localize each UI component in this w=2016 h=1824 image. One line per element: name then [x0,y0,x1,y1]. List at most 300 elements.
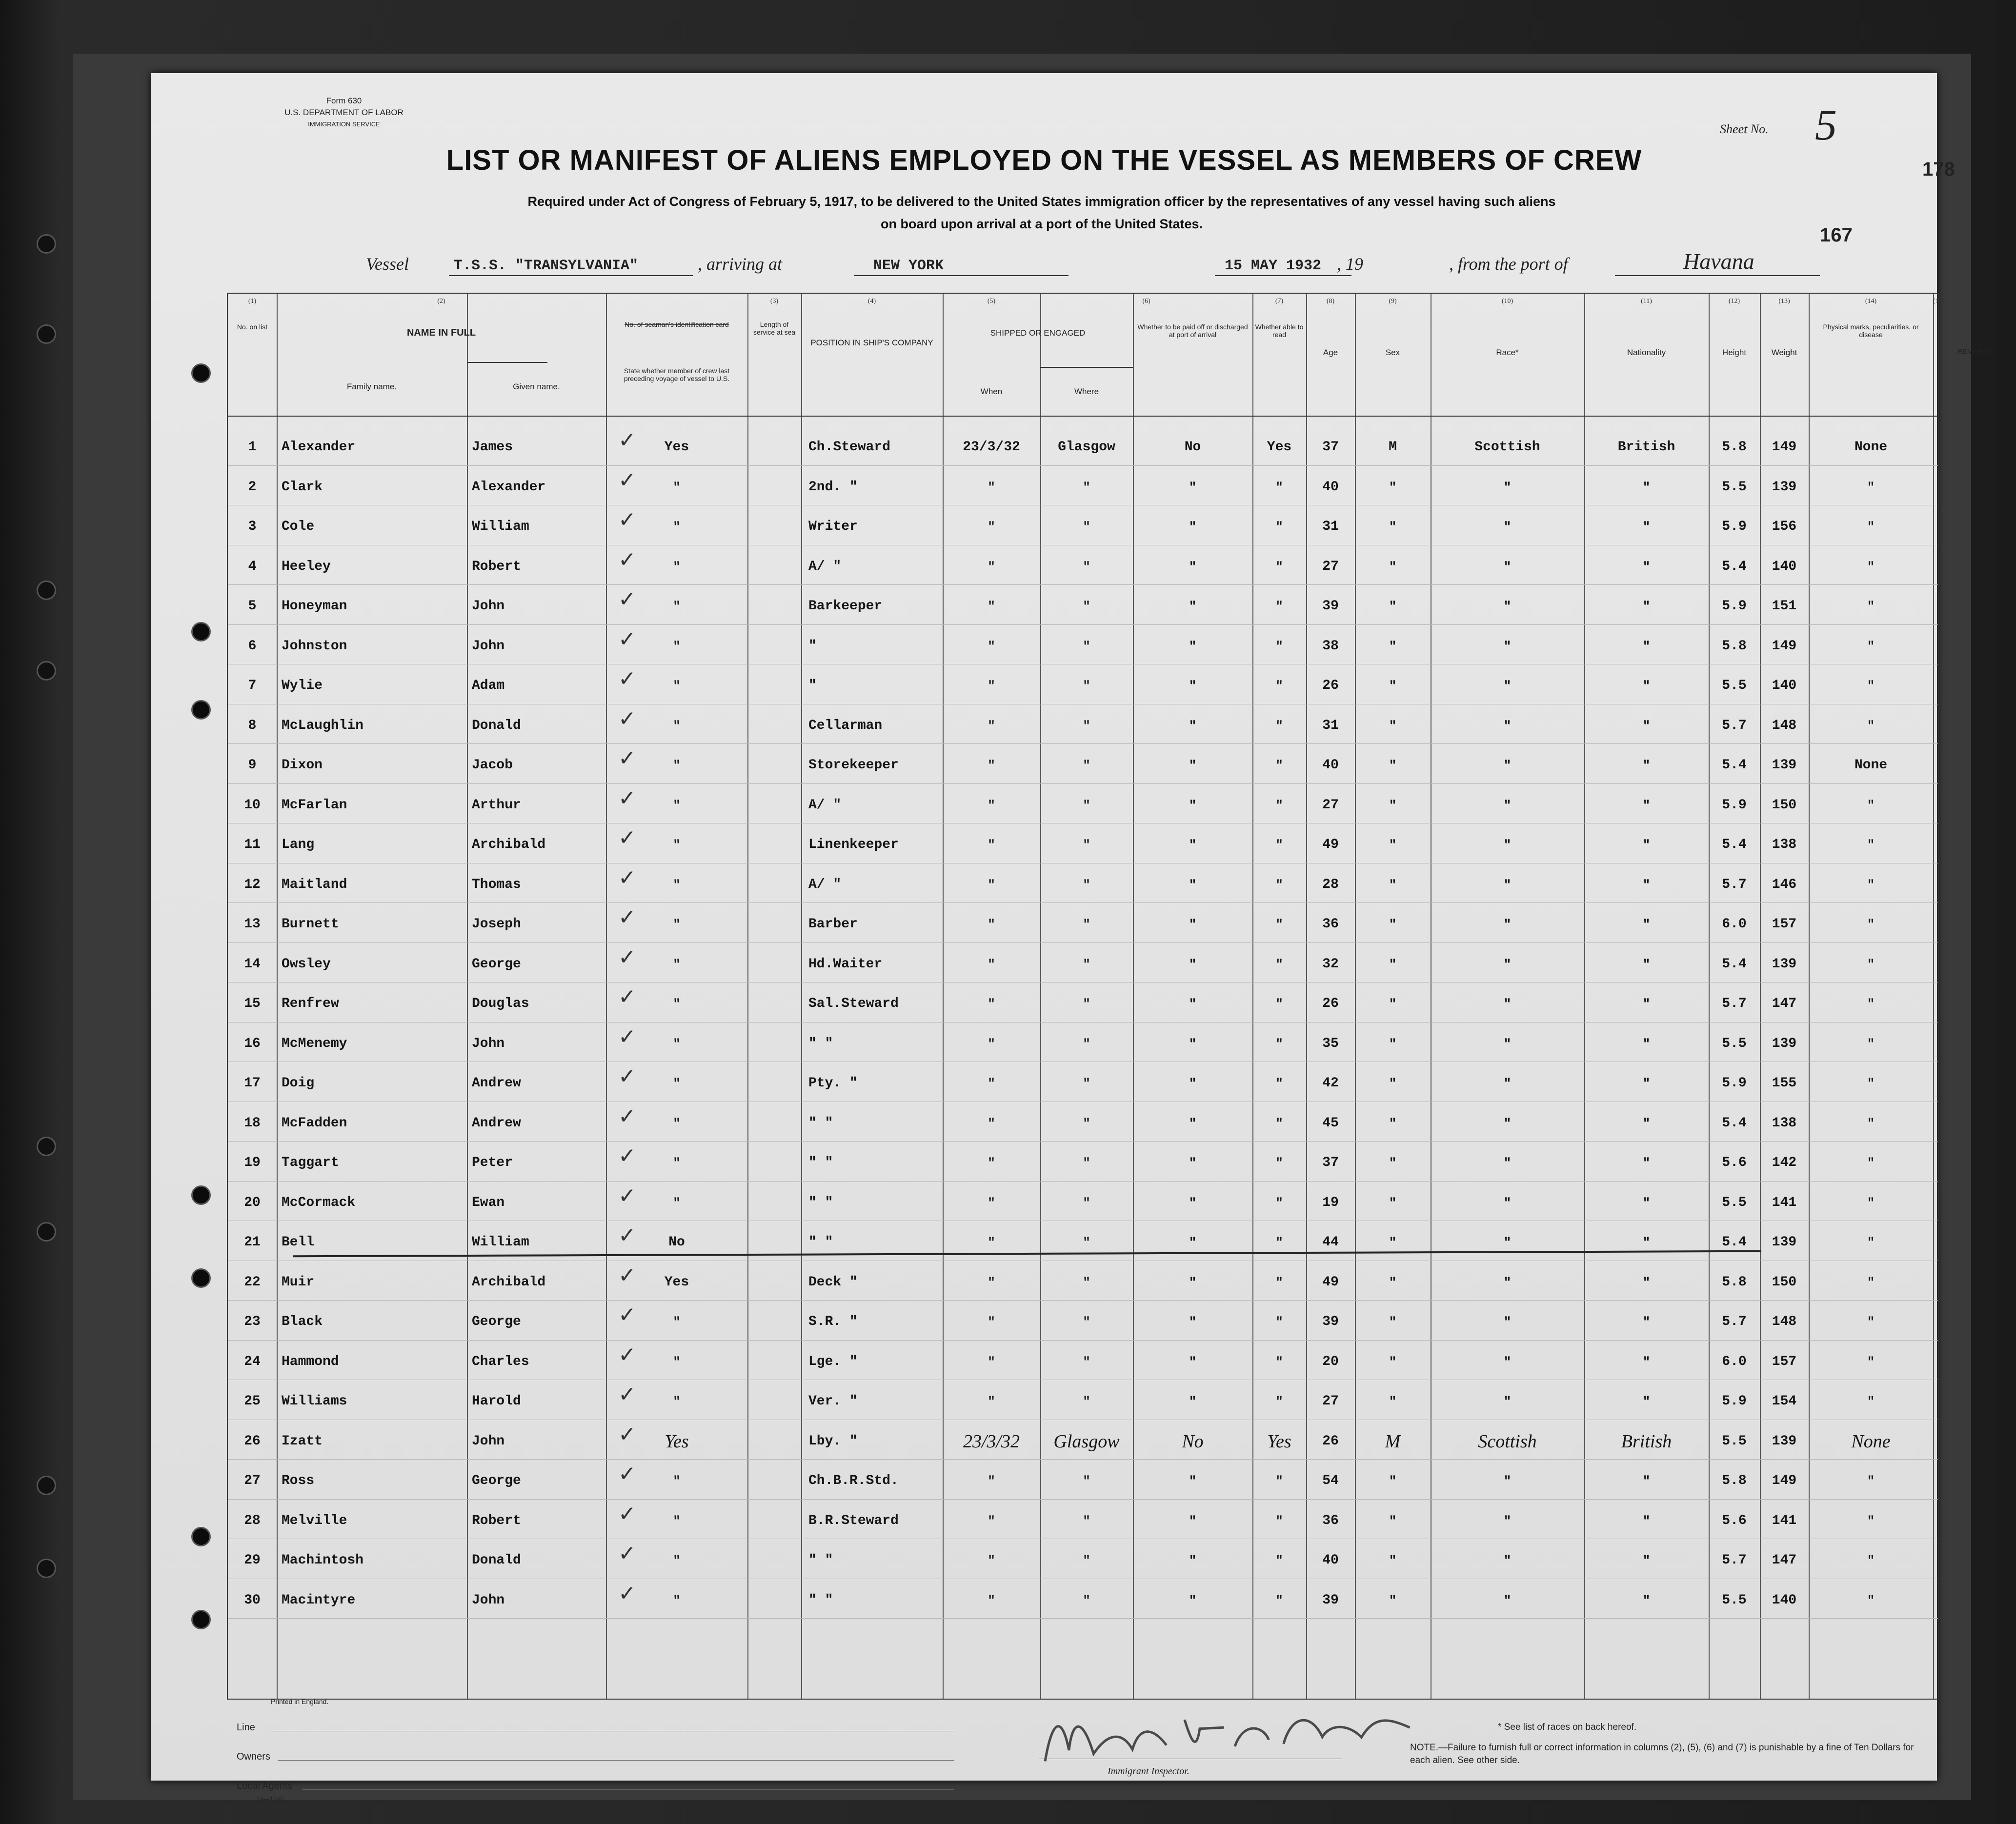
cell-weight: 151 [1772,599,1797,614]
penalty-note: NOTE.—Failure to furnish full or correct information in columns (2), (5), (6) and (7) is punishable by a fine of Ten Dollars for each alien. See other side. [1410,1743,1914,1765]
cell-read: " [1275,997,1283,1011]
inspector-label: Immigrant Inspector. [1108,1766,1189,1777]
cell-age: 40 [1322,1553,1339,1568]
cell-family: Melville [282,1513,347,1528]
cell-weight: 140 [1772,678,1797,693]
binder-hole [37,661,56,681]
cell-nationality: " [1642,559,1651,574]
cell-height: 5.9 [1722,1394,1747,1409]
cell-sex: " [1389,1354,1397,1369]
stamp-number: 167 [1820,224,1853,246]
cell-height: 5.5 [1722,1433,1747,1449]
check-mark-icon: ✓ [618,1263,636,1288]
cell-position: Storekeeper [808,758,899,773]
cell-height: 5.7 [1722,1553,1747,1568]
binder-hole [37,1137,56,1156]
cell-when: 23/3/32 [963,440,1020,455]
col-id-card: No. of seaman's identification card [625,321,729,328]
cell-voyage: " [673,639,681,654]
cell-race: " [1503,679,1512,693]
cell-given: John [472,1592,505,1608]
cell-nationality: " [1642,1076,1651,1091]
cell-where: " [1083,1076,1090,1091]
cell-physical: " [1867,917,1875,932]
check-mark-icon: ✓ [618,666,636,691]
cell-family: Heeley [282,559,331,574]
cell-family: Ross [282,1473,315,1488]
cell-read: " [1275,718,1283,733]
cell-age: 28 [1322,877,1339,892]
vessel-label: Vessel [366,254,409,274]
colnum: (1) [248,298,257,305]
cell-position: Writer [808,519,858,534]
cell-position: B.R.Steward [808,1513,899,1528]
cell-age: 20 [1322,1354,1339,1369]
cell-nationality: " [1642,798,1651,813]
punch-hole [191,1610,211,1629]
cell-age: 40 [1322,758,1339,773]
cell-physical: " [1867,1315,1875,1329]
cell-given: Adam [472,678,505,693]
check-mark-icon: ✓ [618,706,636,731]
cell-read: " [1275,1315,1283,1329]
cell-given: James [472,440,513,455]
cell-given: Joseph [472,917,521,932]
cell-no: 14 [244,956,261,972]
cell-sex: " [1389,1513,1397,1528]
cell-age: 27 [1322,797,1339,813]
check-mark-icon: ✓ [618,1501,636,1526]
cell-position: A/ " [808,797,842,813]
cell-position: " " [808,1155,833,1170]
cell-read: " [1275,798,1283,813]
arrival-date: 15 MAY 1932 [1225,258,1322,274]
cell-voyage: " [673,758,681,773]
cell-physical: " [1867,877,1875,892]
cell-age: 31 [1322,718,1339,733]
cell-paid: " [1189,1036,1197,1051]
cell-no: 30 [244,1592,261,1608]
cell-paid: " [1189,1513,1197,1528]
cell-no: 9 [248,758,257,773]
cell-when: " [988,1513,995,1528]
cell-age: 27 [1322,559,1339,574]
cell-height: 5.4 [1722,559,1747,574]
cell-where: " [1083,798,1090,813]
cell-height: 5.8 [1722,638,1747,654]
cell-voyage: " [673,1076,681,1091]
cell-read: " [1275,1076,1283,1091]
cell-sex: " [1389,1116,1397,1131]
cell-sex: " [1389,1195,1397,1210]
cell-race: " [1503,1354,1512,1369]
cell-height: 5.6 [1722,1155,1747,1170]
cell-paid: No [1184,440,1201,455]
check-mark-icon: ✓ [618,626,636,652]
cell-voyage: Yes [664,1274,689,1290]
col-given-name: Given name. [513,382,560,391]
cell-where: Glasgow [1058,440,1115,455]
cell-sex: " [1389,917,1397,932]
cell-voyage: " [673,1156,681,1170]
cell-when: " [988,877,995,892]
cell-race: " [1503,1275,1512,1290]
cell-given: Robert [472,1513,521,1528]
cell-no: 11 [244,837,261,852]
cell-physical: " [1867,639,1875,654]
cell-voyage: " [673,559,681,574]
cell-where: " [1083,997,1090,1011]
cell-race: Scottish [1478,1431,1537,1452]
cell-where: " [1083,1593,1090,1608]
cell-given: Archibald [472,1274,546,1290]
cell-given: William [472,1235,529,1250]
colnum: (11) [1641,298,1652,305]
cell-paid: " [1189,1593,1197,1608]
cell-height: 5.4 [1722,1115,1747,1131]
cell-voyage: " [673,957,681,972]
cell-paid: " [1189,639,1197,654]
colnum: (6) [1142,298,1150,305]
cell-age: 54 [1322,1473,1339,1488]
cell-position: " " [808,1553,833,1568]
check-mark-icon: ✓ [618,1342,636,1367]
cell-where: " [1083,718,1090,733]
cell-where: " [1083,1315,1090,1329]
cell-paid: " [1189,599,1197,614]
cell-physical: None [1854,440,1888,455]
check-mark-icon: ✓ [618,1422,636,1447]
cell-where: " [1083,1195,1090,1210]
cell-position: Pty. " [808,1076,858,1091]
cell-position: " " [808,1115,833,1131]
cell-position: Barber [808,917,858,932]
cell-weight: 149 [1772,1473,1797,1488]
cell-when: " [988,1474,995,1488]
check-mark-icon: ✓ [618,467,636,493]
cell-race: " [1503,1036,1512,1051]
cell-nationality: " [1642,480,1651,495]
cell-given: Archibald [472,837,546,852]
col-family-name: Family name. [346,382,397,391]
check-mark-icon: ✓ [618,1462,636,1486]
cell-paid: " [1189,1553,1197,1568]
cell-sex: " [1389,480,1397,495]
cell-family: Clark [282,479,323,495]
cell-given: Thomas [472,877,521,892]
cell-weight: 148 [1772,1314,1797,1329]
cell-weight: 147 [1772,1553,1797,1568]
cell-sex: " [1389,1235,1397,1250]
cell-family: Machintosh [282,1553,364,1568]
cell-paid: " [1189,917,1197,932]
cell-voyage: " [673,997,681,1011]
cell-age: 36 [1322,1513,1339,1528]
cell-sex: " [1389,957,1397,972]
cell-given: Douglas [472,996,529,1011]
cell-position: " [808,678,817,693]
cell-position: Linenkeeper [808,837,899,852]
cell-family: McMenemy [282,1036,347,1051]
cell-position: 2nd. " [808,479,858,495]
form-number: Form 630 [326,96,362,105]
cell-height: 5.8 [1722,440,1747,455]
cell-physical: None [1854,758,1888,773]
corner-number: 178 [1922,159,1955,180]
colnum: (13) [1778,298,1790,305]
colnum: (8) [1326,298,1335,305]
cell-physical: " [1867,997,1875,1011]
check-mark-icon: ✓ [618,785,636,811]
owners-label: Owners [237,1751,270,1762]
cell-when: " [988,718,995,733]
cell-age: 36 [1322,917,1339,932]
col-age: Age [1323,348,1338,357]
manifest-table [227,293,1992,1700]
check-mark-icon: ✓ [618,507,636,532]
cell-weight: 154 [1772,1394,1797,1409]
cell-sex: " [1389,639,1397,654]
cell-paid: " [1189,1354,1197,1369]
cell-paid: " [1189,1235,1197,1250]
page-title: LIST OR MANIFEST OF ALIENS EMPLOYED ON THE VESSEL AS MEMBERS OF CREW [446,144,1642,176]
cell-given: Andrew [472,1076,521,1091]
cell-voyage: " [673,1394,681,1409]
arriving-label: , arriving at [698,254,783,274]
cell-weight: 141 [1772,1195,1797,1210]
cell-weight: 139 [1772,956,1797,972]
cell-race: " [1503,838,1512,852]
cell-sex: " [1389,838,1397,852]
cell-position: Ch.Steward [808,440,891,455]
cell-when: " [988,1235,995,1250]
cell-where: " [1083,1036,1090,1051]
colnum: (4) [867,298,876,305]
cell-given: John [472,1036,505,1051]
check-mark-icon: ✓ [618,825,636,850]
binder-hole [37,1559,56,1578]
cell-given: Andrew [472,1115,521,1131]
col-last-voyage: State whether member of crew last preceding voyage of vessel to U.S. [624,367,730,382]
cell-age: 26 [1322,678,1339,693]
colnum: (10) [1501,298,1513,305]
cell-paid: " [1189,1195,1197,1210]
cell-no: 8 [248,718,257,733]
cell-sex: " [1389,599,1397,614]
cell-when: " [988,1593,995,1608]
cell-weight: 149 [1772,440,1797,455]
punch-hole [191,1185,211,1205]
cell-when: " [988,559,995,574]
check-mark-icon: ✓ [618,428,636,453]
col-weight: Weight [1771,348,1797,357]
cell-nationality: " [1642,1195,1651,1210]
cell-paid: " [1189,1116,1197,1131]
cell-height: 5.7 [1722,1314,1747,1329]
check-mark-icon: ✓ [618,1143,636,1168]
cell-where: " [1083,1354,1090,1369]
sheet-number: 5 [1815,101,1837,149]
cell-given: Donald [472,718,521,733]
cell-sex: " [1389,1553,1397,1568]
cell-family: Wylie [282,678,323,693]
cell-paid: " [1189,1076,1197,1091]
cell-where: " [1083,1116,1090,1131]
cell-age: 39 [1322,599,1339,614]
cell-physical: " [1867,1036,1875,1051]
cell-when: " [988,1036,995,1051]
cell-paid: " [1189,559,1197,574]
cell-read: " [1275,1116,1283,1131]
check-mark-icon: ✓ [618,1303,636,1327]
cell-voyage: " [673,1195,681,1210]
cell-race: " [1503,480,1512,495]
cell-race: " [1503,798,1512,813]
cell-height: 5.9 [1722,599,1747,614]
cell-where: " [1083,559,1090,574]
cell-position: Barkeeper [808,599,883,614]
col-nationality: Nationality [1627,348,1666,357]
cell-age: 42 [1322,1076,1339,1091]
cell-age: 45 [1322,1115,1339,1131]
cell-paid: " [1189,1394,1197,1409]
cell-paid: " [1189,838,1197,852]
cell-no: 13 [244,917,261,932]
cell-sex: " [1389,758,1397,773]
col-position: POSITION IN SHIP'S COMPANY [810,338,933,347]
colnum: (12) [1728,298,1740,305]
cell-nationality: " [1642,679,1651,693]
cell-race: " [1503,1513,1512,1528]
cell-given: George [472,956,521,972]
cell-weight: 139 [1772,1036,1797,1051]
cell-no: 18 [244,1115,261,1131]
cell-where: " [1083,639,1090,654]
colnum: (9) [1389,298,1397,305]
col-where: Where [1074,387,1099,396]
cell-weight: 139 [1772,479,1797,495]
check-mark-icon: ✓ [618,1581,636,1606]
cell-paid: " [1189,679,1197,693]
cell-family: Muir [282,1274,315,1290]
cell-when: " [988,838,995,852]
cell-when: " [988,758,995,773]
cell-family: Honeyman [282,599,347,614]
cell-nationality: " [1642,1156,1651,1170]
cell-when: " [988,520,995,534]
cell-given: Ewan [472,1195,505,1210]
cell-read: " [1275,1394,1283,1409]
cell-race: " [1503,718,1512,733]
cell-nationality: British [1617,440,1675,455]
cell-weight: 157 [1772,1354,1797,1369]
cell-read: Yes [1267,440,1292,455]
cell-read: " [1275,1235,1283,1250]
cell-when: " [988,957,995,972]
cell-race: " [1503,599,1512,614]
cell-height: 5.7 [1722,877,1747,892]
cell-race: " [1503,520,1512,534]
check-mark-icon: ✓ [618,587,636,612]
cell-race: " [1503,997,1512,1011]
cell-no: 26 [244,1433,261,1449]
cell-voyage: " [673,599,681,614]
cell-no: 23 [244,1314,261,1329]
cell-weight: 148 [1772,718,1797,733]
punch-hole [191,363,211,383]
binder-hole [37,1476,56,1495]
cell-nationality: " [1642,877,1651,892]
cell-read: " [1275,957,1283,972]
arrival-port: NEW YORK [873,258,944,274]
cell-position: Ch.B.R.Std. [808,1473,899,1488]
cell-family: Owsley [282,956,331,972]
cell-when: " [988,679,995,693]
cell-family: Hammond [282,1354,339,1369]
cell-family: McLaughlin [282,718,364,733]
cell-voyage: " [673,877,681,892]
cell-no: 27 [244,1473,261,1488]
cell-race: " [1503,1116,1512,1131]
cell-age: 44 [1322,1235,1339,1250]
cell-read: " [1275,520,1283,534]
cell-family: Lang [282,837,315,852]
col-race: Race* [1496,348,1519,357]
cell-nationality: " [1642,520,1651,534]
cell-family: Maitland [282,877,347,892]
cell-no: 19 [244,1155,261,1170]
cell-voyage: " [673,520,681,534]
cell-age: 37 [1322,1155,1339,1170]
cell-where: " [1083,1474,1090,1488]
cell-age: 19 [1322,1195,1339,1210]
cell-race: " [1503,877,1512,892]
cell-voyage: " [673,1593,681,1608]
cell-physical: " [1867,798,1875,813]
cell-where: " [1083,1553,1090,1568]
col-shipped: SHIPPED OR ENGAGED [990,328,1086,338]
cell-given: George [472,1473,521,1488]
cell-given: Alexander [472,479,546,495]
cell-read: " [1275,1195,1283,1210]
cell-paid: " [1189,520,1197,534]
cell-physical: " [1867,1235,1875,1250]
cell-voyage: No [668,1235,685,1250]
cell-height: 5.7 [1722,718,1747,733]
cell-voyage: " [673,718,681,733]
cell-sex: " [1389,718,1397,733]
cell-paid: " [1189,957,1197,972]
cell-weight: 150 [1772,1274,1797,1290]
department: U.S. DEPARTMENT OF LABOR [284,108,403,117]
colnum: (15) [1933,298,1945,305]
cell-family: Black [282,1314,323,1329]
printed-in: Printed in England. [271,1698,329,1705]
cell-where: " [1083,520,1090,534]
cell-physical: " [1867,1593,1875,1608]
cell-weight: 139 [1772,1235,1797,1250]
cell-nationality: " [1642,599,1651,614]
cell-paid: " [1189,877,1197,892]
cell-nationality: " [1642,1513,1651,1528]
cell-no: 16 [244,1036,261,1051]
cell-race: " [1503,1553,1512,1568]
cell-weight: 141 [1772,1513,1797,1528]
punch-hole [191,622,211,641]
cell-nationality: " [1642,1036,1651,1051]
cell-nationality: " [1642,1354,1651,1369]
subtitle-line-1: Required under Act of Congress of February 5, 1917, to be delivered to the United States immigration officer by the representatives of any vessel having such aliens [527,194,1556,209]
